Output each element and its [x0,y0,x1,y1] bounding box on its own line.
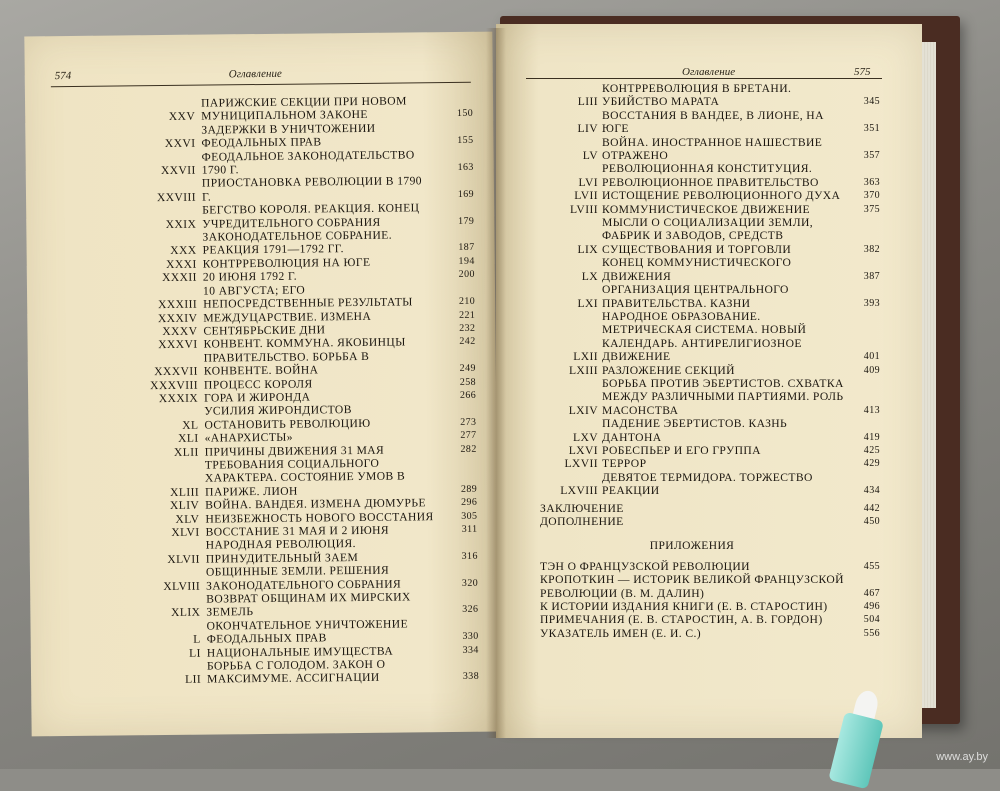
page-ref: 249 [459,362,476,375]
toc-entry [540,364,880,377]
chapter-number: XXXVII [154,364,198,379]
chapter-title: 10 АВГУСТА; ЕГО НЕПОСРЕДСТВЕННЫЕ РЕЗУЛЬТАТЫ [202,283,413,311]
page-ref: 187 [458,242,475,254]
chapter-number: L [193,632,201,646]
chapter-number: LXIII [568,363,598,377]
chapter-number: LI [188,646,201,660]
page-ref: 163 [457,161,474,173]
page-ref: 326 [462,604,479,616]
page-ref: 179 [458,215,475,227]
chapter-number: LIX [577,242,598,256]
page-ref: 155 [457,134,474,147]
toc-entry [540,310,880,364]
chapter-title: ВОССТАНИЯ В ВАНДЕЕ, В ЛИОНЕ, НА ЮГЕ [602,108,824,136]
page-ref: 289 [460,483,478,495]
chapter-title: НАРОДНАЯ РЕВОЛЮЦИЯ. ПРИНУДИТЕЛЬНЫЙ ЗАЕМ [205,537,359,566]
page-ref: 467 [863,587,880,599]
page-ref: 169 [457,188,475,200]
left-toc [103,94,479,688]
toc-entry [540,515,880,528]
chapter-number: XXVI [164,136,196,151]
page-ref: 150 [456,108,474,120]
chapter-title: 20 ИЮНЯ 1792 Г. [202,269,298,284]
toc-entry [104,201,474,232]
chapter-title: ДЕВЯТОЕ ТЕРМИДОРА. ТОРЖЕСТВО РЕАКЦИИ [602,470,813,498]
chapter-title: ПАРИЖСКИЕ СЕКЦИИ ПРИ НОВОМ МУНИЦИПАЛЬНОМ ЗАКОНЕ [200,94,407,124]
chapter-title: ИСТОЩЕНИЕ РЕВОЛЮЦИОННОГО ДУХА [602,189,841,203]
page-ref: 232 [459,322,476,334]
toc-entry [540,256,880,283]
page-ref: 370 [863,190,880,202]
chapter-title: КОНЕЦ КОММУНИСТИЧЕСКОГО ДВИЖЕНИЯ [602,256,792,283]
page-ref: 338 [462,671,480,683]
page-ref: 496 [863,601,880,613]
chapter-number: XXVII [160,163,196,178]
chapter-title: ВОЙНА. ИНОСТРАННОЕ НАШЕСТВИЕ ОТРАЖЕНО [602,135,823,163]
chapter-title: ПРИЧИНЫ ДВИЖЕНИЯ 31 МАЯ [204,443,385,459]
toc-entry [540,627,880,640]
chapter-number: XXXVI [158,337,198,352]
page-ref: 311 [461,523,478,535]
chapter-number: XL [182,418,199,432]
page-ref: 277 [460,429,477,442]
toc-entry [540,457,880,470]
chapter-title: НАРОДНОЕ ОБРАЗОВАНИЕ. МЕТРИЧЕСКАЯ СИСТЕМА. НОВЫЙ КАЛЕНДАРЬ. АНТИРЕЛИГИОЗНОЕ ДВИЖЕНИЕ [602,309,807,364]
chapter-number: XXVIII [156,190,197,204]
chapter-title: МЫСЛИ О СОЦИАЛИЗАЦИИ ЗЕМЛИ, ФАБРИК И ЗАВОДОВ, СРЕДСТВ СУЩЕСТВОВАНИЯ И ТОРГОВЛИ [602,216,814,256]
chapter-number: XLI [177,431,199,446]
page-ref: 200 [458,269,475,281]
page-ref: 401 [863,351,880,363]
chapter-title: ТЭН О ФРАНЦУЗСКОЙ РЕВОЛЮЦИИ [540,559,750,573]
chapter-number: LXI [577,296,598,310]
page-ref: 305 [461,510,478,522]
right-page [496,24,922,738]
chapter-title: К ИСТОРИИ ИЗДАНИЯ КНИГИ (Е. В. СТАРОСТИН) [540,600,828,614]
chapter-title: ЗАДЕРЖКИ В УНИЧТОЖЕНИИ ФЕОДАЛЬНЫХ ПРАВ [201,121,376,150]
toc-entry [540,471,880,498]
chapter-number: XLVIII [163,579,201,593]
chapter-title: БОРЬБА ПРОТИВ ЭБЕРТИСТОВ. СХВАТКА МЕЖДУ РАЗЛИЧНЫМИ ПАРТИЯМИ. РОЛЬ МАСОНСТВА [602,376,844,417]
toc-entry [540,203,880,216]
chapter-number: XLV [175,512,200,526]
chapter-title: КРОПОТКИН — ИСТОРИК ВЕЛИКОЙ ФРАНЦУЗСКОЙ РЕВОЛЮЦИИ (В. М. ДАЛИН) [540,573,844,600]
chapter-title: ВОССТАНИЕ 31 МАЯ И 2 ИЮНЯ [205,523,390,539]
chapter-title: УСИЛИЯ ЖИРОНДИСТОВ ОСТАНОВИТЬ РЕВОЛЮЦИЮ [204,403,371,432]
chapter-number: LVI [578,175,598,189]
toc-entry [104,174,474,205]
toc-entry [540,283,880,310]
page-ref: 221 [459,309,476,321]
page-ref: 330 [462,630,479,643]
chapter-number: LVII [574,189,598,203]
toc-entry [540,444,880,457]
page-ref: 363 [863,176,880,188]
toc-entry [108,617,478,648]
page-ref: 210 [458,295,476,308]
chapter-number: XXXIV [157,311,198,325]
chapter-number: LII [185,673,202,687]
chapter-title: СЕНТЯБРЬСКИЕ ДНИ [203,323,326,338]
toc-entry [540,109,880,136]
chapter-number: XXXV [162,324,198,338]
page-ref: 393 [863,297,880,309]
chapter-number: XLVI [171,525,200,539]
chapter-title: ТЕРРОР [602,457,647,471]
chapter-title: ТРЕБОВАНИЯ СОЦИАЛЬНОГО ХАРАКТЕРА. СОСТОЯНИЕ УМОВ В ПАРИЖЕ. ЛИОН [204,456,406,499]
page-ref: 425 [863,444,880,456]
chapter-title: КОММУНИСТИЧЕСКОЕ ДВИЖЕНИЕ [602,202,811,216]
chapter-number: XLII [173,445,199,459]
toc-entry [540,600,880,613]
chapter-number: LX [581,269,598,283]
chapter-number: XLIII [170,485,200,499]
page-ref: 413 [863,404,880,416]
chapter-title: ЗАКОНОДАТЕЛЬНОЕ СОБРАНИЕ. РЕАКЦИЯ 1791—1792 ГГ. [202,228,393,258]
chapter-number: LXVIII [560,484,598,498]
page-ref: 382 [863,243,880,255]
chapter-title: ПРИМЕЧАНИЯ (Е. В. СТАРОСТИН, А. В. ГОРДОН) [540,613,823,627]
chapter-number: XLIV [169,498,200,513]
chapter-title: ОКОНЧАТЕЛЬНОЕ УНИЧТОЖЕНИЕ ФЕОДАЛЬНЫХ ПРАВ [206,617,409,646]
chapter-number: LVIII [570,202,598,216]
page-ref: 409 [863,364,880,376]
toc-entry [540,162,880,189]
chapter-title: НЕИЗБЕЖНОСТЬ НОВОГО ВОССТАНИЯ [205,509,434,526]
page-ref: 334 [462,644,479,656]
chapter-number: XLVII [167,552,200,566]
chapter-number: XXX [170,244,197,258]
chapter-title: ВОЗВРАТ ОБЩИНАМ ИХ МИРСКИХ ЗЕМЕЛЬ [206,590,411,620]
chapter-title: КОНТРРЕВОЛЮЦИЯ В БРЕТАНИ. УБИЙСТВО МАРАТА [602,82,792,109]
chapter-title: ДОПОЛНЕНИЕ [540,515,624,528]
chapter-title: ФЕОДАЛЬНОЕ ЗАКОНОДАТЕЛЬСТВО 1790 Г. [201,148,415,177]
chapter-title: ОРГАНИЗАЦИЯ ЦЕНТРАЛЬНОГО ПРАВИТЕЛЬСТВА. КАЗНИ [602,283,789,310]
right-running-head: Оглавление [682,66,736,78]
toc-entry [108,536,478,567]
page-ref: 345 [863,96,880,108]
chapter-number: XXXIX [158,391,199,406]
page-ref: 442 [863,502,880,514]
toc-entry [540,560,880,573]
chapter-title: МЕЖДУЦАРСТВИЕ. ИЗМЕНА [203,309,372,325]
watermark: www.ay.by [936,751,988,763]
toc-entry [108,590,478,621]
page-edges [920,42,936,708]
chapter-title: «АНАРХИСТЫ» [204,430,294,445]
right-head-rule [526,78,882,79]
toc-entry [540,136,880,163]
page-ref: 375 [863,203,880,215]
chapter-title: БОРЬБА С ГОЛОДОМ. ЗАКОН О МАКСИМУМЕ. АССИГНАЦИИ [206,657,386,687]
toc-entry [540,417,880,444]
chapter-title: ВОЙНА. ВАНДЕЯ. ИЗМЕНА ДЮМУРЬЕ [205,496,426,512]
chapter-number: XXXIII [157,297,198,312]
page-ref: 504 [863,614,880,626]
page-ref: 351 [863,123,880,135]
chapter-title: ПРАВИТЕЛЬСТВО. БОРЬБА В КОНВЕНТЕ. ВОЙНА [203,349,370,378]
page-ref: 282 [460,443,477,455]
toc-entry [103,121,473,152]
toc-entry [108,563,478,594]
chapter-number: XLIX [171,606,201,620]
page-ref: 266 [459,389,477,401]
chapter-title: ПРОЦЕСС КОРОЛЯ [203,377,313,392]
page-ref: 450 [863,516,880,527]
chapter-title: РОБЕСПЬЕР И ЕГО ГРУППА [602,443,761,457]
toc-entry [540,189,880,202]
toc-entry [540,377,880,417]
toc-entry [540,573,880,600]
chapter-number: XXXII [161,270,197,285]
page-ref: 434 [863,485,880,497]
chapter-number: XXIX [165,217,197,231]
page-ref: 320 [461,577,479,589]
page-ref: 357 [863,150,880,162]
appendix-heading: ПРИЛОЖЕНИЯ [649,540,735,553]
left-head-rule [51,82,471,87]
chapter-number: XXXI [166,257,197,271]
toc-entry [104,228,474,259]
page-ref: 455 [863,560,880,572]
toc-entry [106,402,476,433]
chapter-number: LXVII [564,457,598,471]
chapter-title: РАЗЛОЖЕНИЕ СЕКЦИЙ [602,363,735,377]
toc-entry [103,94,473,125]
page-ref: 429 [863,458,880,470]
page-ref: 296 [460,496,478,509]
toc-entry [109,657,479,688]
chapter-title: НАЦИОНАЛЬНЫЕ ИМУЩЕСТВА [206,644,394,660]
spine-shadow [486,28,506,738]
toc-entry [107,456,477,500]
page-ref: 258 [459,376,477,388]
chapter-title: УКАЗАТЕЛЬ ИМЕН (Е. И. С.) [540,626,702,640]
chapter-number: LXII [573,350,598,364]
chapter-title: КОНВЕНТ. КОММУНА. ЯКОБИНЦЫ [203,335,406,351]
chapter-title: ГОРА И ЖИРОНДА [204,390,311,405]
chapter-title: ПАДЕНИЕ ЭБЕРТИСТОВ. КАЗНЬ ДАНТОНА [602,417,788,444]
chapter-number: XXV [168,110,196,124]
toc-entry [540,613,880,626]
page-ref: 387 [863,270,880,282]
chapter-number: LV [582,149,598,163]
toc-entry [104,147,474,178]
chapter-title: КОНТРРЕВОЛЮЦИЯ НА ЮГЕ [202,255,371,271]
chapter-title: ЗАКЛЮЧЕНИЕ [540,501,624,515]
toc-entry [106,348,476,379]
toc-entry [540,502,880,515]
chapter-title: БЕГСТВО КОРОЛЯ. РЕАКЦИЯ. КОНЕЦ УЧРЕДИТЕЛЬНОГО СОБРАНИЯ [202,201,420,231]
chapter-number: LXVI [568,443,598,457]
toc-entry [540,216,880,256]
chapter-title: ПРИОСТАНОВКА РЕВОЛЮЦИИ В 1790 Г. [201,174,423,204]
page-ref: 273 [460,416,477,428]
chapter-number: XXXVIII [150,378,199,392]
toc-entry [540,82,880,109]
chapter-number: LIII [577,95,598,109]
page-ref: 194 [458,255,475,267]
page-ref: 242 [459,336,476,348]
left-running-head: Оглавление [228,67,282,81]
marker-body [828,712,884,790]
page-ref: 316 [461,550,478,562]
right-toc [540,82,880,640]
toc-entry [105,281,475,312]
left-page-number: 574 [54,69,72,83]
chapter-number: LXV [572,430,598,444]
chapter-number: LXIV [568,403,598,417]
chapter-number: LIV [577,122,598,136]
chapter-title: ОБЩИННЫЕ ЗЕМЛИ. РЕШЕНИЯ ЗАКОНОДАТЕЛЬНОГО СОБРАНИЯ [205,563,402,593]
chapter-title: РЕВОЛЮЦИОННАЯ КОНСТИТУЦИЯ. РЕВОЛЮЦИОННОЕ ПРАВИТЕЛЬСТВО [602,162,819,189]
page-ref: 419 [863,431,880,443]
right-page-number: 575 [854,66,871,78]
page-ref: 556 [863,627,880,639]
left-page [24,32,499,737]
